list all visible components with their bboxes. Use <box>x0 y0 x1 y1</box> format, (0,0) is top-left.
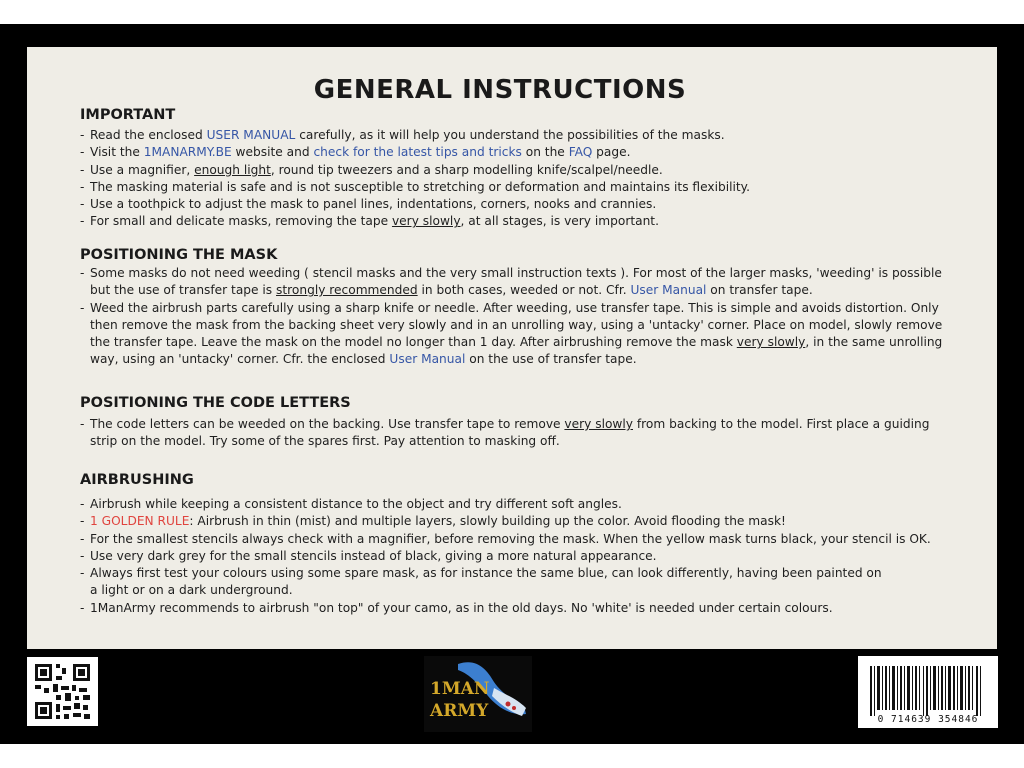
logo-text-bottom: ARMY <box>430 701 489 721</box>
barcode <box>858 656 998 728</box>
list-item: - For small and delicate masks, removing the tape very slowly, at all stages, is very important. <box>80 213 960 230</box>
1manarmy-logo <box>424 656 532 732</box>
list-item: - 1ManArmy recommends to airbrush "on top" of your camo, as in the old days. No 'white' is needed under certain colours. <box>80 600 960 617</box>
section-heading-positioning-mask: POSITIONING THE MASK <box>80 247 278 263</box>
list-item: - Weed the airbrush parts carefully using a sharp knife or needle. After weeding, use transfer tape. This is simple and avoids distortion. Only then remove the mask from the backing sheet very slowly and in an unrolling way, using a 'untacky' corner. Place on model, slowly remove the transfer tape. Leave the mask on the model no longer than 1 day. After airbrushing remove the mask very slowly, in the same unrolling way, using an 'untacky' corner. Cfr. the enclosed User Manual on the use of transfer tape. <box>80 300 960 369</box>
list-item: - Some masks do not need weeding ( stencil masks and the very small instruction texts ). For most of the larger masks, 'weeding' is possible but the use of transfer tape is strongly recommended in both cases, weeded or not. Cfr. User Manual on transfer tape. <box>80 265 960 300</box>
list-item: - The code letters can be weeded on the backing. Use transfer tape to remove very slowly from backing to the model. First place a guiding strip on the model. Try some of the spares first. Pay attention to masking off. <box>80 416 960 451</box>
list-item: - Use a toothpick to adjust the mask to panel lines, indentations, corners, nooks and crannies. <box>80 196 960 213</box>
airbrushing-list <box>80 496 960 617</box>
code-letters-list <box>80 416 960 451</box>
positioning-mask-list <box>80 265 960 369</box>
page-title: GENERAL INSTRUCTIONS <box>313 75 687 105</box>
tips-link[interactable]: check for the latest tips and tricks <box>313 145 522 160</box>
golden-rule-label: 1 GOLDEN RULE <box>90 514 190 529</box>
list-item: - Visit the 1MANARMY.BE website and check for the latest tips and tricks on the FAQ page. <box>80 144 960 161</box>
list-item: - Always first test your colours using some spare mask, as for instance the same blue, can look differently, having been painted on a light or on a dark underground. <box>80 565 960 600</box>
section-heading-airbrushing: AIRBRUSHING <box>80 472 194 488</box>
qr-code-icon <box>27 657 98 726</box>
list-item: - 1 GOLDEN RULE: Airbrush in thin (mist) and multiple layers, slowly building up the color. Avoid flooding the mask! <box>80 513 960 530</box>
list-item: - Airbrush while keeping a consistent distance to the object and try different soft angles. <box>80 496 960 513</box>
user-manual-link[interactable]: USER MANUAL <box>206 128 296 142</box>
list-item: - Use a magnifier, enough light, round tip tweezers and a sharp modelling knife/scalpel/needle. <box>80 162 960 179</box>
list-item: - Use very dark grey for the small stencils instead of black, giving a more natural appearance. <box>80 548 960 565</box>
important-list <box>80 127 960 231</box>
list-item: - Read the enclosed USER MANUAL carefully, as it will help you understand the possibilities of the masks. <box>80 127 960 144</box>
faq-link[interactable]: FAQ <box>568 145 593 160</box>
section-heading-important: IMPORTANT <box>80 107 176 123</box>
section-heading-code-letters: POSITIONING THE CODE LETTERS <box>80 395 351 411</box>
user-manual-link[interactable]: User Manual <box>389 352 466 367</box>
user-manual-link[interactable]: User Manual <box>630 283 707 298</box>
list-item: - For the smallest stencils always check with a magnifier, before removing the mask. When the yellow mask turns black, your stencil is OK. <box>80 531 960 548</box>
barcode-number: 0 714639 354846 <box>877 714 979 725</box>
logo-text-top: 1MAN <box>430 679 490 699</box>
website-link[interactable]: 1MANARMY.BE <box>143 145 232 160</box>
list-item: - The masking material is safe and is not susceptible to stretching or deformation and maintains its flexibility. <box>80 179 960 196</box>
